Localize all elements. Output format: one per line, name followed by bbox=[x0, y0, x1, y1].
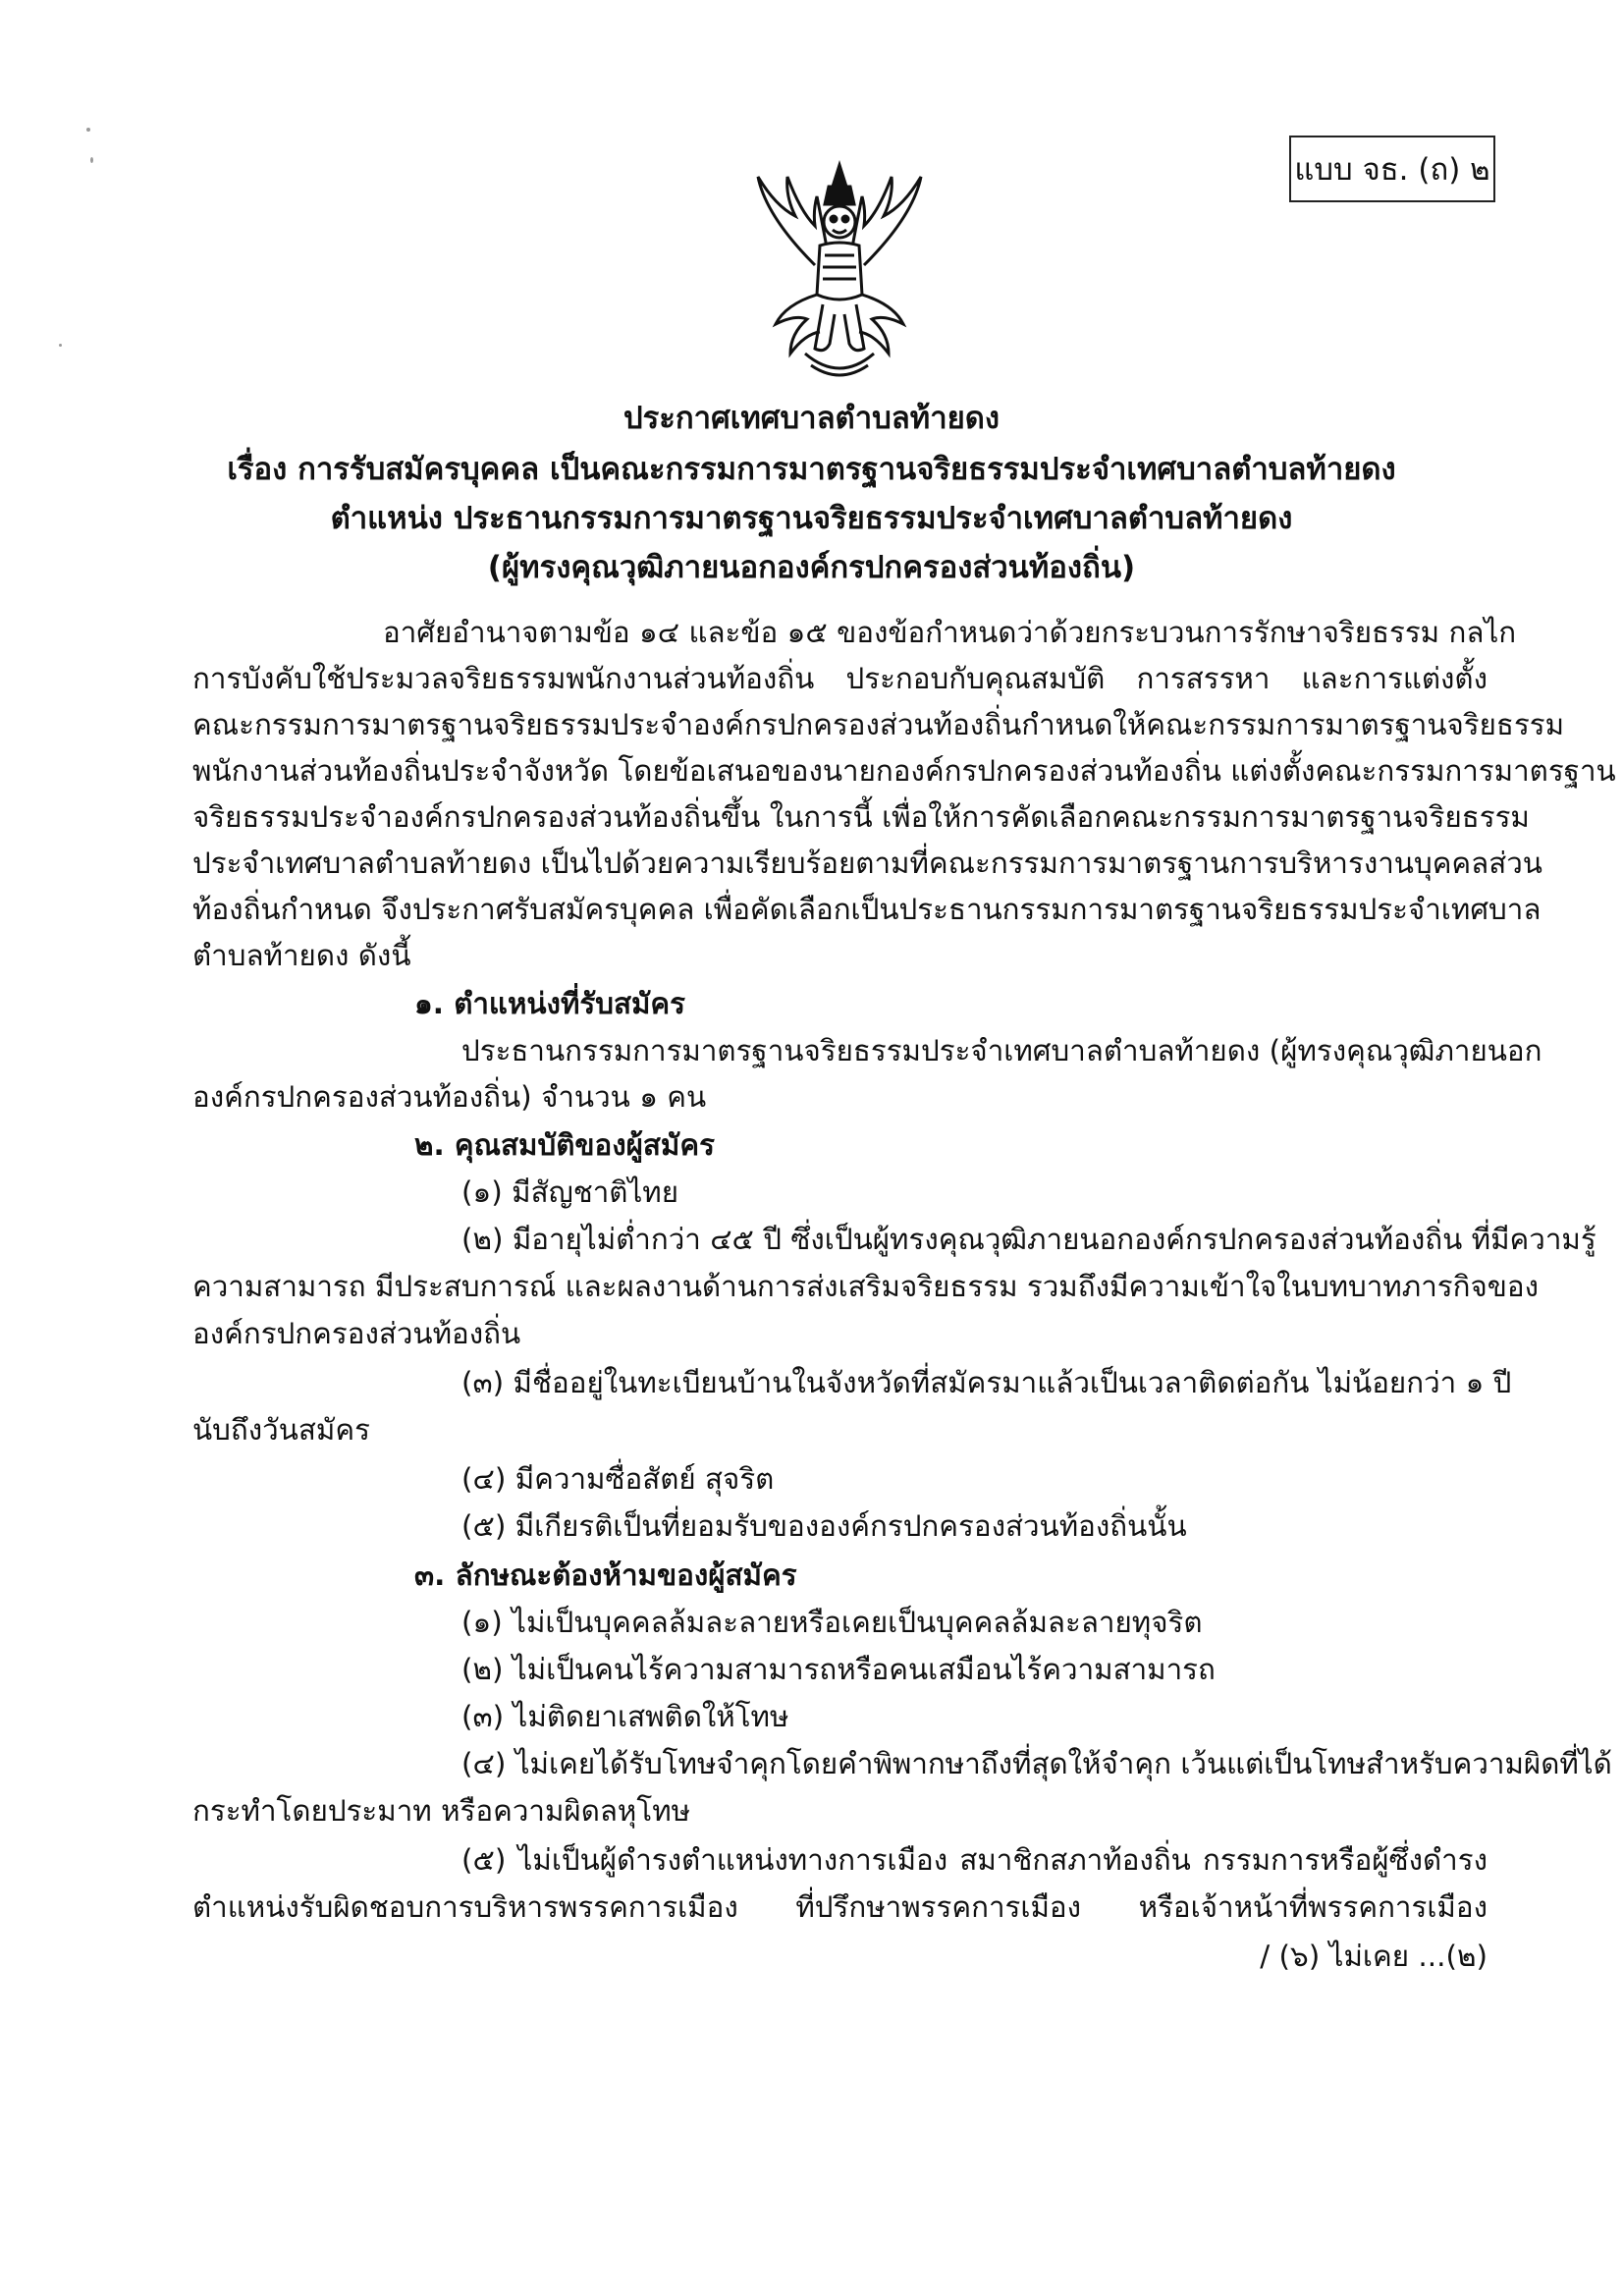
announcement-qualifier: (ผู้ทรงคุณวุฒิภายนอกองค์กรปกครองส่วนท้องถิ่น) bbox=[487, 550, 1136, 585]
form-code: แบบ จธ. (ถ) ๒ bbox=[1294, 152, 1490, 188]
section-3-item: (๒) ไม่เป็นคนไร้ความสามารถหรือคนเสมือนไร้ความสามารถ bbox=[461, 1653, 1216, 1686]
section-2-item: องค์กรปกครองส่วนท้องถิ่น bbox=[192, 1317, 521, 1350]
announcement-subject: เรื่อง การรับสมัครบุคคล เป็นคณะกรรมการมาตรฐานจริยธรรมประจำเทศบาลตำบลท้ายดง bbox=[227, 452, 1396, 487]
section-3-title: ๓. ลักษณะต้องห้ามของผู้สมัคร bbox=[414, 1558, 797, 1592]
intro-line: ตำบลท้ายดง ดังนี้ bbox=[192, 939, 411, 972]
intro-line: การบังคับใช้ประมวลจริยธรรมพนักงานส่วนท้องถิ่น ประกอบกับคุณสมบัติ การสรรหา และการแต่งตั้ง bbox=[192, 662, 1488, 695]
announcement-title: ประกาศเทศบาลตำบลท้ายดง bbox=[622, 401, 1001, 436]
section-2-item: (๔) มีความซื่อสัตย์ สุจริต bbox=[461, 1462, 775, 1496]
section-1-text: องค์กรปกครองส่วนท้องถิ่น) จำนวน ๑ คน bbox=[192, 1080, 707, 1114]
section-3-item: ตำแหน่งรับผิดชอบการบริหารพรรคการเมือง ที่ปรึกษาพรรคการเมือง หรือเจ้าหน้าที่พรรคการเมือง bbox=[192, 1890, 1488, 1924]
section-2-item: ความสามารถ มีประสบการณ์ และผลงานด้านการส่งเสริมจริยธรรม รวมถึงมีความเข้าใจในบทบาทภารกิจของ bbox=[192, 1270, 1540, 1303]
section-2-item: (๒) มีอายุไม่ต่ำกว่า ๔๕ ปี ซึ่งเป็นผู้ทรงคุณวุฒิภายนอกองค์กรปกครองส่วนท้องถิ่น ที่มีความรู้ bbox=[461, 1223, 1596, 1256]
form-code-box bbox=[1289, 136, 1495, 202]
intro-line: ประจำเทศบาลตำบลท้ายดง เป็นไปด้วยความเรียบร้อยตามที่คณะกรรมการมาตรฐานการบริหารงานบุคคลส่วน bbox=[192, 847, 1542, 880]
section-2-title: ๒. คุณสมบัติของผู้สมัคร bbox=[414, 1128, 715, 1162]
scan-speck bbox=[59, 344, 62, 347]
section-3-item: (๑) ไม่เป็นบุคคลล้มละลายหรือเคยเป็นบุคคลล้มละลายทุจริต bbox=[461, 1606, 1203, 1639]
announcement-position: ตำแหน่ง ประธานกรรมการมาตรฐานจริยธรรมประจำเทศบาลตำบลท้ายดง bbox=[330, 501, 1293, 536]
section-3-item: กระทำโดยประมาท หรือความผิดลหุโทษ bbox=[192, 1794, 691, 1828]
section-1-text: ประธานกรรมการมาตรฐานจริยธรรมประจำเทศบาลตำบลท้ายดง (ผู้ทรงคุณวุฒิภายนอก bbox=[461, 1034, 1542, 1067]
scan-speck bbox=[90, 157, 93, 163]
intro-line: อาศัยอำนาจตามข้อ ๑๔ และข้อ ๑๕ ของข้อกำหนดว่าด้วยกระบวนการรักษาจริยธรรม กลไก bbox=[383, 616, 1517, 649]
section-3-item: (๔) ไม่เคยได้รับโทษจำคุกโดยคำพิพากษาถึงที่สุดให้จำคุก เว้นแต่เป็นโทษสำหรับความผิดที่ได้ bbox=[461, 1747, 1612, 1780]
section-1-title: ๑. ตำแหน่งที่รับสมัคร bbox=[414, 987, 686, 1020]
section-2-item: (๑) มีสัญชาติไทย bbox=[461, 1175, 679, 1209]
garuda-emblem-icon bbox=[746, 157, 933, 383]
continuation-marker: / (๖) ไม่เคย ...(๒) bbox=[1260, 1940, 1488, 1973]
section-2-item: นับถึงวันสมัคร bbox=[192, 1413, 370, 1447]
intro-line: พนักงานส่วนท้องถิ่นประจำจังหวัด โดยข้อเสนอของนายกองค์กรปกครองส่วนท้องถิ่น แต่งตั้งคณะกรรมการมาตรฐาน bbox=[192, 754, 1616, 788]
intro-line: ท้องถิ่นกำหนด จึงประกาศรับสมัครบุคคล เพื่อคัดเลือกเป็นประธานกรรมการมาตรฐานจริยธรรมประจำเทศบาล bbox=[192, 893, 1542, 926]
section-3-item: (๕) ไม่เป็นผู้ดำรงตำแหน่งทางการเมือง สมาชิกสภาท้องถิ่น กรรมการหรือผู้ซึ่งดำรง bbox=[461, 1843, 1488, 1877]
intro-line: คณะกรรมการมาตรฐานจริยธรรมประจำองค์กรปกครองส่วนท้องถิ่นกำหนดให้คณะกรรมการมาตรฐานจริยธรรม bbox=[192, 708, 1565, 741]
section-3-item: (๓) ไม่ติดยาเสพติดให้โทษ bbox=[461, 1700, 789, 1733]
section-2-item: (๕) มีเกียรติเป็นที่ยอมรับขององค์กรปกครองส่วนท้องถิ่นนั้น bbox=[461, 1509, 1187, 1543]
intro-line: จริยธรรมประจำองค์กรปกครองส่วนท้องถิ่นขึ้น ในการนี้ เพื่อให้การคัดเลือกคณะกรรมการมาตรฐานจริยธรรม bbox=[192, 800, 1530, 834]
scan-speck bbox=[86, 128, 90, 132]
section-2-item: (๓) มีชื่ออยู่ในทะเบียนบ้านในจังหวัดที่สมัครมาแล้วเป็นเวลาติดต่อกัน ไม่น้อยกว่า ๑ ปี bbox=[461, 1366, 1512, 1399]
